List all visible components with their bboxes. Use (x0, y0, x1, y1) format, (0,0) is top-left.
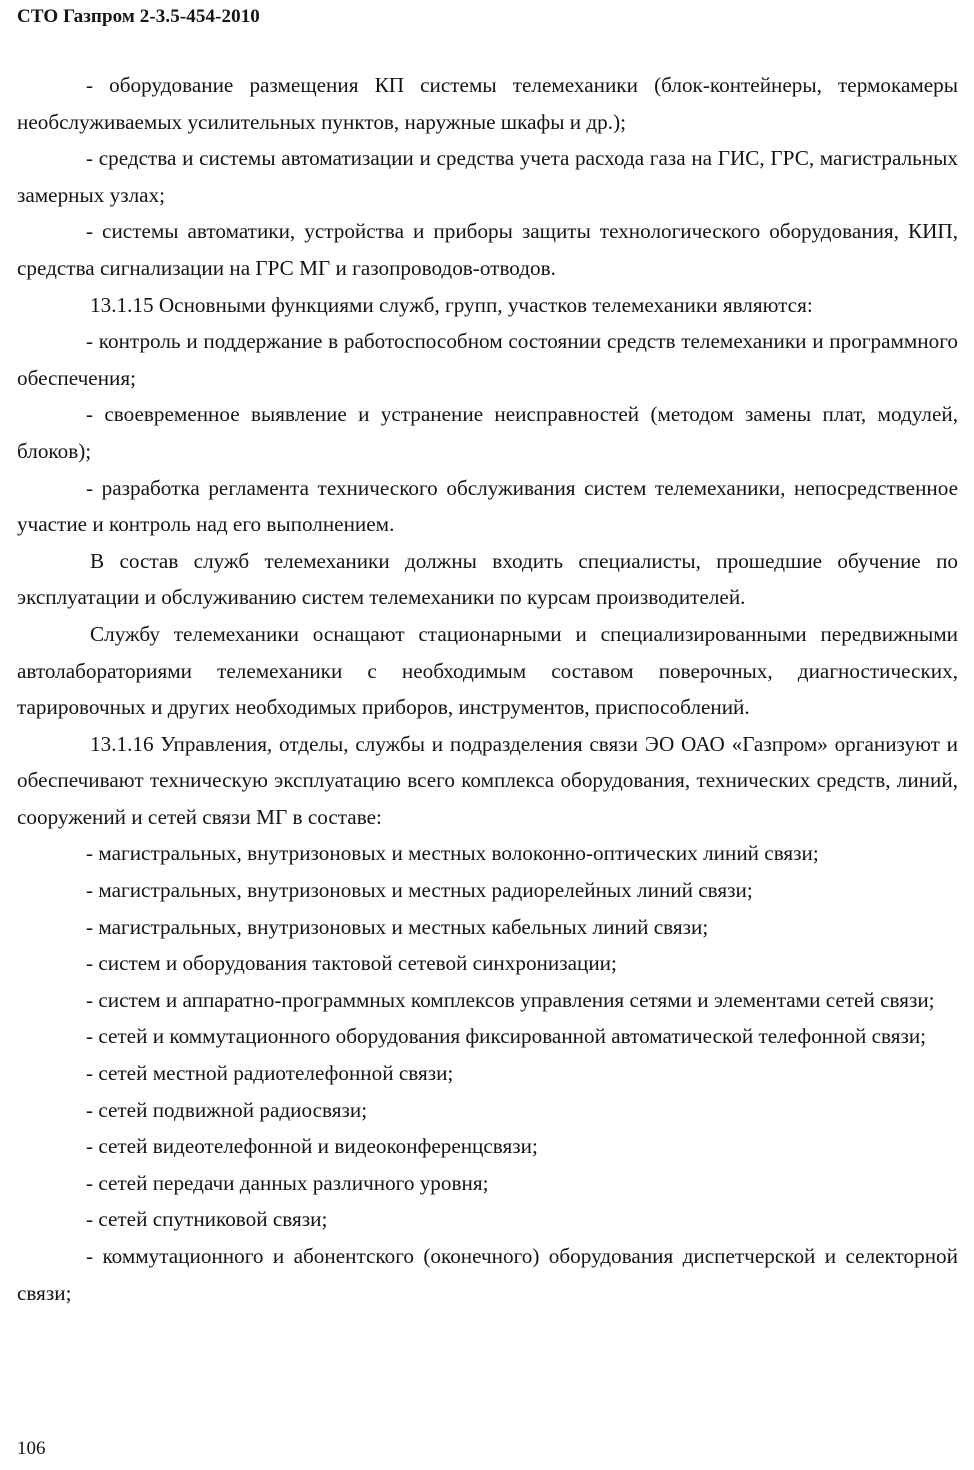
clause-13-1-16: 13.1.16 Управления, отделы, службы и подразделения связи ЭО ОАО «Газпром» организуют и обеспечивают техническую эксплуатацию всего комплекса оборудования, технических средств, линий, сооружений и сетей связи МГ в составе: (17, 731, 958, 829)
list-item: - оборудование размещения КП системы телемеханики (блок-контейнеры, термокамеры необслуживаемых усилительных пунктов, наружные шкафы и др.); (17, 73, 958, 134)
list-item: - сетей подвижной радиосвязи; (86, 1097, 368, 1122)
list-item: - магистральных, внутризоновых и местных радиорелейных линий связи; (86, 878, 753, 903)
paragraph: Службу телемеханики оснащают стационарными и специализированными передвижными автолабораториями телемеханики с необходимым составом поверочных, диагностических, тарировочных и других необходимых приборов, инструментов, приспособлений. (17, 621, 958, 720)
document-body (17, 67, 958, 1311)
list-item: - сетей видеотелефонной и видеоконференцсвязи; (86, 1134, 538, 1159)
list-item: - магистральных, внутризоновых и местных волоконно-оптических линий связи; (86, 841, 819, 866)
list-item: - разработка регламента технического обслуживания систем телемеханики, непосредственное участие и контроль над его выполнением. (17, 475, 958, 537)
list-item: - систем и аппаратно-программных комплексов управления сетями и элементами сетей связи; (86, 987, 935, 1012)
list-item: - коммутационного и абонентского (оконечного) оборудования диспетчерской и селекторной связи; (17, 1244, 958, 1305)
list-item: - магистральных, внутризоновых и местных кабельных линий связи; (86, 914, 709, 939)
clause-13-1-15: 13.1.15 Основными функциями служб, групп, участков телемеханики являются: (90, 292, 813, 317)
list-item: - контроль и поддержание в работоспособном состоянии средств телемеханики и программного обеспечения; (17, 329, 958, 390)
page-number: 106 (17, 1438, 46, 1459)
list-item: - сетей передачи данных различного уровня; (86, 1170, 489, 1195)
list-item: - сетей спутниковой связи; (86, 1207, 328, 1232)
list-item: - систем и оборудования тактовой сетевой синхронизации; (86, 951, 617, 976)
document-header: СТО Газпром 2-3.5-454-2010 (17, 6, 260, 27)
list-item: - системы автоматики, устройства и приборы защиты технологического оборудования, КИП, средства сигнализации на ГРС МГ и газопроводов-отводов. (17, 219, 958, 280)
list-item: - сетей местной радиотелефонной связи; (86, 1061, 454, 1086)
list-item: - средства и системы автоматизации и средства учета расхода газа на ГИС, ГРС, магистральных замерных узлах; (17, 146, 958, 207)
list-item: - своевременное выявление и устранение неисправностей (методом замены плат, модулей, блоков); (17, 402, 958, 463)
list-item: - сетей и коммутационного оборудования фиксированной автоматической телефонной связи; (86, 1024, 927, 1049)
paragraph: В состав служб телемеханики должны входить специалисты, прошедшие обучение по эксплуатации и обслуживанию систем телемеханики по курсам производителей. (17, 548, 958, 610)
